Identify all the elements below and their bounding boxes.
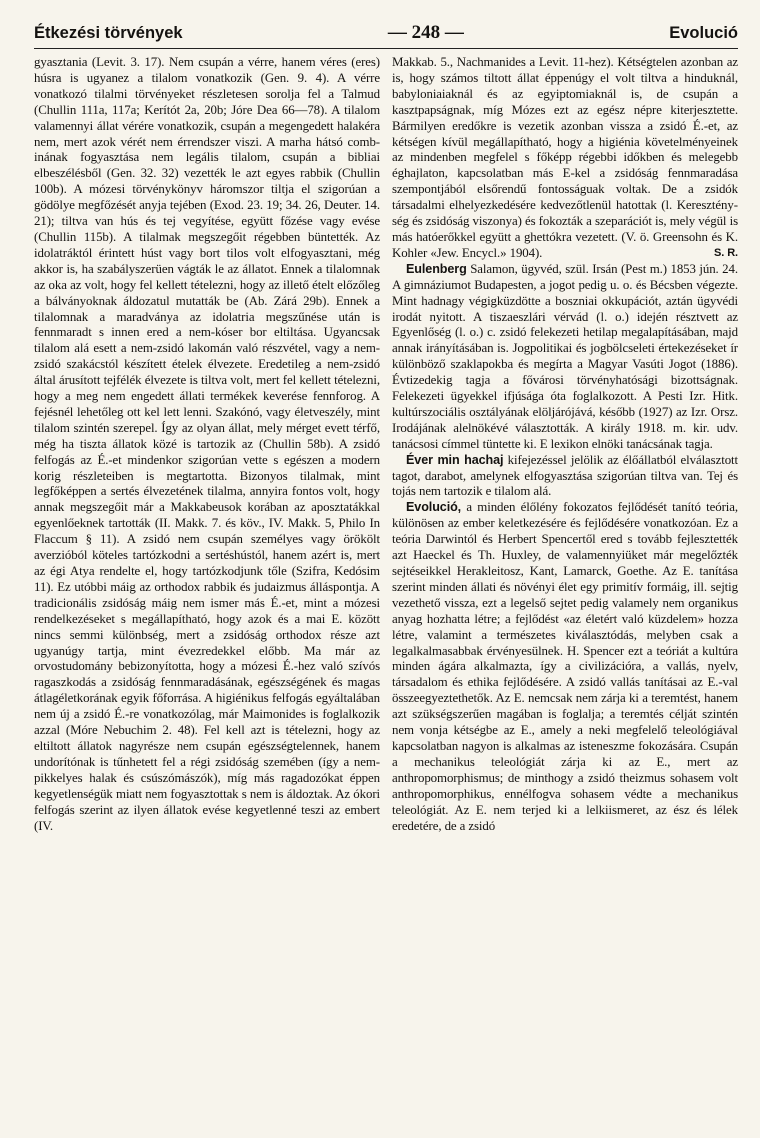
running-header	[34, 22, 738, 49]
paragraph-continuation-right	[392, 55, 738, 262]
entry-headword: Éver min hachaj	[406, 452, 504, 467]
two-column-body	[34, 55, 738, 1133]
header-left-title: Étkezési törvények	[34, 24, 183, 42]
entry-text: kifejezéssel jelölik az élőállatból elválasztott tagot, darabot, amelynek elfogyasztása szigorúan tiltva van. Tej és tojás nem tartozik e tilalom alá.	[392, 452, 738, 499]
entry-ever-min-hachaj	[392, 453, 738, 501]
entry-text: Salamon, ügyvéd, szül. Irsán (Pest m.) 1853 jún. 24. A gimnáziumot Budapesten, a jogot pedig u. o. és Bécsben végezte. Mint hadnagy végigküzdötte a boszniai okkupációt, aztán ügyvédi irodát nyitott. A tiszaeszlári vérvád (l. o.) idején résztvett az Egyenlőség (l. o.) c. zsidó felekezeti hetilap megalapításában, majd annak irányításában is. Jogpolitikai és jogbölcseleti értekezéseket ír különböző szaklapokba és megírta a Magyar Vasúti Jogot (1886). Évtizedekig tagja a fővárosi törvényhatósági bizottságnak. Felekezeti ügyekkel ifjúsága óta foglalkozott. A Pesti Izr. Hitk. kultúrszociális osztályának elöljárójává, később (1927) az Izr. Orsz. Irodájának alelnökévé választották. A király 1918. m. kir. udv. tanácsosi címmel tüntette ki. E lexikon elnöki tanácsának tagja.	[392, 261, 738, 451]
entry-headword: Eulenberg	[406, 261, 467, 276]
author-signature: S. R.	[714, 246, 738, 259]
entry-eulenberg	[392, 262, 738, 453]
paragraph-text: Makkab. 5., Nachmanides a Levit. 11-hez). Kétségtelen azonban az is, hogy számos tiltott állat éppenúgy el volt tiltva a hinduknál, babyloniaiaknál és az egyiptomiaknál is, de csupán a kasztpapságnak, míg Mózes ezt az egész népre kiterjesztette. Bármilyen eredőkre is vezetik azonban vissza a zsidó É.-et, az kétségen kívül megállapítható, hogy a higiénia követelményeinek az mindenben megfelel s főképp régebbi időkben és melegebb éghajlaton, kapcsolatban más E-kel a zsidóság fennmaradása szempontjából elsőrendű fontosságuak voltak. De a zsidók társadalmi elhelyezkedésére kedvezőtlenül hatottak (l. Kereszténység és zsidóság viszonya) és fokozták a szeparációt is, mely végül is más hatóerőkkel együtt a ghettókra vezetett. (V. ö. Greensohn és K. Kohler «Jew. Encycl.» 1904).	[392, 55, 738, 260]
entry-evolucio	[392, 500, 738, 834]
header-right-title: Evolució	[669, 24, 738, 42]
paragraph-continuation: gyasztania (Levit. 3. 17). Nem csupán a vérre, hanem véres (eres) húsra is ugyanez a tilalom vonatkozik (Gen. 9. 4). A vérre vonatkozó tilalmi törvényeket részletesen sorolja fel a Talmud (Chullin 111a, 117a; Kerítót 2a, 20b; Jóre Dea 66—78). A tilalom valamennyi állat vérére vonatkozik, csupán a megengedett halakéra nem, mert azok vérét nem érrendszer viszi. A marha hátsó comb-inának fogyasztása nem legális tilalom, csupán a bibliai elbeszélésből (Gen. 32. 32) vezették le azt egyes rabbik (Chullin 100b). A mózesi törvénykönyv háromszor tiltja el szigorúan a gödölye megfőzését anyja tejében (Exod. 23. 19; 34. 26, Deuter. 14. 21); tiltva van hús és tej vegyítése, együtt főzése vagy evése (Chullin 115b). A tilalmak megszegőit régebben büntették. Az idolatráktól érintett húst vagy bort tilos volt elfogyasztani, még akkor is, ha szabályszerüen vágták le az állatot. Ennek a tilalomnak az oka az volt, hogy fel kellett tételezni, hogy az illető ételt előzőleg a bálványoknak áldozatul mutatták be (Ab. Zárá 29b). Ennek a tilalomnak a maradványa az idolatria megszűnése után is fennmaradt s innen ered a nem-kóser bor eltiltása. Ugyancsak tilalom alá esett a nem-zsidó lakomán való részvétel, vagy a nem-zsidó szakácstól készített ételek élvezete. Eredetileg a nem-zsidó által árusított tejfélék élvezete is tiltva volt, mert fel kellett tételezni, hogy a meg nem engedett állati termékek keverése fennforog. A fejésnél lehetőleg ott kel lett lenni. Szakónó, vagy életveszély, mint tilalom szintén szerepel. Így az olyan állat, mely mérget evett térfő, még ha tiszta állatok közé is tartozik az (Chullin 58b). A zsidó felfogás az É.-et mindenkor szigorúan vette s egészen a modern korig részleteiben is megtartotta. Bizonyos tilalmak, mint legfőképpen a sertés élvezetének tilalma, annyira fontos volt, hogy annak megszegőit már a Makkabeusok korában az aposztatákkal egyenlőeknek tartották (II. Makk. 7. és köv., IV. Makk. 5, Philo In Flaccum § 11). A zsidó nem csupán személyes vagy örökölt averzióból köteles tartózkodni a sertéshústól, hanem azért is, mert az égi Atya rendelte el, hogy tartózkodjunk tőle (Szifra, Kedósim 11). Ez utóbbi máig az orthodox rabbik és judaizmus álláspontja. A tradicionális zsidóság máig nem ismer más É.-et, mint a mózesi rendelkezéseket s megállapítható, hogy azok és a mai E. között nincs semmi különbség, mert a zsidóság orthodox része azt ugyanúgy tartja, mint évezredekkel előbb. Ma már az orvostudomány bebizonyította, hogy a mózesi É.-hez való szívós ragaszkodás a zsidóság fennmaradásának, egészségének és magas átlagéletkorának egyik főforrása. A higiénikus felfogás egyáltalában nem új a zsidó É.-re vonatkozólag, már Maimonides is foglalkozik azzal (Móre Nebuchim 2. 48). Fel kell azt is tételezni, hogy az eltiltott állatok nagyrésze nem csupán egészségtelennek, hanem undorítónak is tűnhetett fel a régi zsidóság szemében (így a nem-pikkelyes halak és csúszómászók), míg más ragadozókat éppen kegyetlenségük miatt nem fogyasztottak s nem is áldoztak. Az ókori felfogás szerint az ilyen állatok evése kegyetlenné teszi az embert (IV.	[34, 55, 380, 833]
entry-text: a minden élőlény fokozatos fejlődését tanító teória, különösen az ember keletkezésére és fejlődésére vonatkozóan. Ez a teória Darwintól és Herbert Spencertől ered s tovább fejlesztették azt Haeckel és Th. Huxley, de valamennyiüket már megelőzték sejtéseikkel Herakleitosz, Kant, Lamarck, Goethe. Az E. tanítása szerint minden állati és növényi élet egy primitív formáig, ill. sejtig vezethető vissza, ezt a legelső sejtet pedig valamely nem organikus anyag hozhatta létre; a fejlődést «az életért való küzdelem» hozza létre, valamint a természetes kiválasztódás, melyben csak a legalkalmasabbak érvényesülnek. H. Spencer ezt a teóriát a kultúra minden ágára alkalmazta, így a civilizációra, a vallás, nyelv, társadalom és ethika fejlődésére. A zsidó vallás tanításai az E.-val összeegyeztethetők. Az E. nemcsak nem zárja ki a teremtést, hanem azt szükségszerűen magában is foglalja; a teremtés célját szintén nem vonja kétségbe az E., amely a neki megfelelő teleológiával kapcsolatban nagyon is alkalmas az isteneszme fokozására. Csupán a mechanikus teleológiát zárja ki az E., mert az anthropomorphismus; de minthogy a zsidó theizmus sohasem volt anthropomorphikus, ennélfogva sohasem védte a mechanikus teleológiát. Az E. nem terjed ki a lelkiismeret, az ész és lélek eredetére, de a zsidó	[392, 500, 738, 833]
page-number: — 248 —	[387, 22, 464, 43]
right-column	[392, 55, 738, 1133]
left-column	[34, 55, 380, 1133]
entry-headword: Evolució,	[406, 500, 462, 515]
